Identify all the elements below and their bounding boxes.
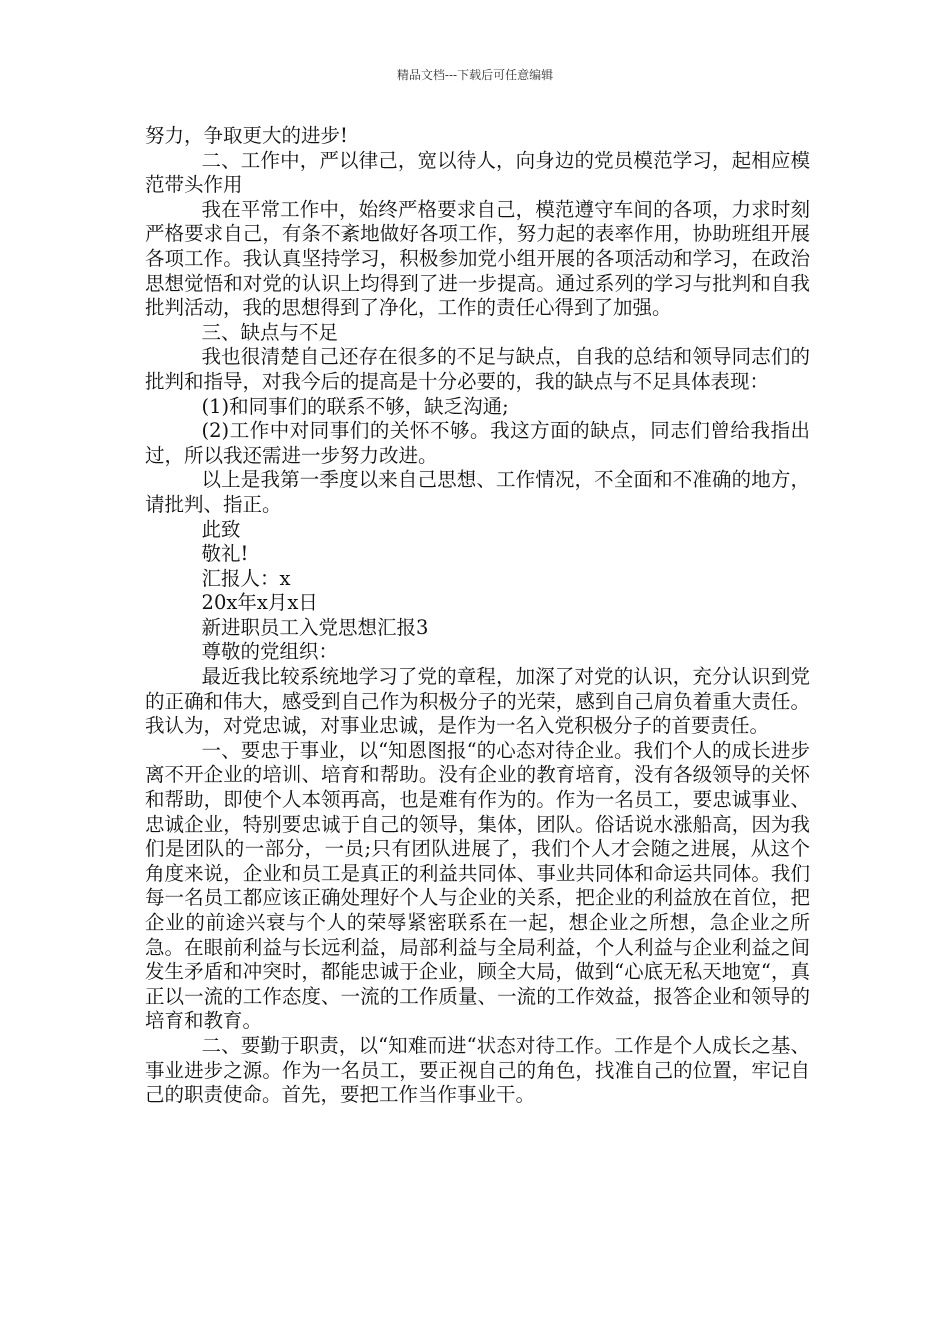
paragraph: (2)工作中对同事们的关怀不够。我这方面的缺点，同志们曾给我指出过，所以我还需进一步努力改进。 — [145, 419, 810, 467]
paragraph: 二、工作中，严以律己，宽以待人，向身边的党员模范学习，起相应模范带头作用 — [145, 148, 810, 197]
page-header: 精品文档---下载后可任意编辑 — [396, 68, 554, 82]
document-body — [145, 124, 810, 1108]
paragraph: 汇报人：x — [201, 566, 291, 590]
paragraph: 我在平常工作中，始终严格要求自己，模范遵守车间的各项，力求时刻严格要求自己，有条不紊地做好各项工作，努力起的表率作用，协助班组开展各项工作。我认真坚持学习，积极参加党小组开展的各项活动和学习，在政治思想觉悟和对党的认识上均得到了进一步提高。通过系列的学习与批判和自我批判活动，我的思想得到了净化，工作的责任心得到了加强。 — [145, 197, 810, 320]
paragraph: 我也很清楚自己还存在很多的不足与缺点，自我的总结和领导同志们的批判和指导，对我今后的提高是十分必要的，我的缺点与不足具体表现： — [145, 345, 810, 393]
paragraph: 20x年x月x日 — [201, 591, 318, 615]
paragraph: 二、要勤于职责，以“知难而进“状态对待工作。工作是个人成长之基、事业进步之源。作为一名员工，要正视自己的角色，找准自己的位置，牢记自己的职责使命。首先，要把工作当作事业干。 — [145, 1033, 810, 1107]
paragraph: 新进职员工入党思想汇报3 — [201, 615, 429, 639]
paragraph: 最近我比较系统地学习了党的章程，加深了对党的认识，充分认识到党的正确和伟大，感受到自己作为积极分子的光荣，感到自己肩负着重大责任。我认为，对党忠诚，对事业忠诚，是作为一名入党积极分子的首要责任。 — [145, 665, 810, 738]
paragraph: 此致 — [201, 517, 241, 541]
paragraph: 一、要忠于事业，以“知恩图报“的心态对待企业。我们个人的成长进步离不开企业的培训、培育和帮助。没有企业的教育培育，没有各级领导的关怀和帮助，即使个人本领再高，也是难有作为的。作为一名员工，要忠诚事业、忠诚企业，特别要忠诚于自己的领导，集体，团队。俗话说水涨船高，因为我们是团队的一部分，一员;只有团队进展了，我们个人才会随之进展，从这个角度来说，企业和员工是真正的利益共同体、事业共同体和命运共同体。我们每一名员工都应该正确处理好个人与企业的关系，把企业的利益放在首位，把企业的前途兴衰与个人的荣辱紧密联系在一起，想企业之所想，急企业之所急。在眼前利益与长远利益，局部利益与全局利益，个人利益与企业利益之间发生矛盾和冲突时，都能忠诚于企业，顾全大局，做到“心底无私天地宽“，真正以一流的工作态度、一流的工作质量、一流的工作效益，报答企业和领导的培育和教育。 — [145, 738, 810, 1033]
paragraph: 努力，争取更大的进步! — [145, 124, 348, 147]
paragraph: 敬礼! — [201, 542, 249, 566]
paragraph: 以上是我第一季度以来自己思想、工作情况，不全面和不准确的地方，请批判、指正。 — [145, 468, 810, 516]
paragraph: 三、缺点与不足 — [201, 320, 339, 344]
paragraph: 尊敬的党组织： — [201, 640, 339, 664]
paragraph: (1)和同事们的联系不够，缺乏沟通; — [201, 394, 509, 418]
